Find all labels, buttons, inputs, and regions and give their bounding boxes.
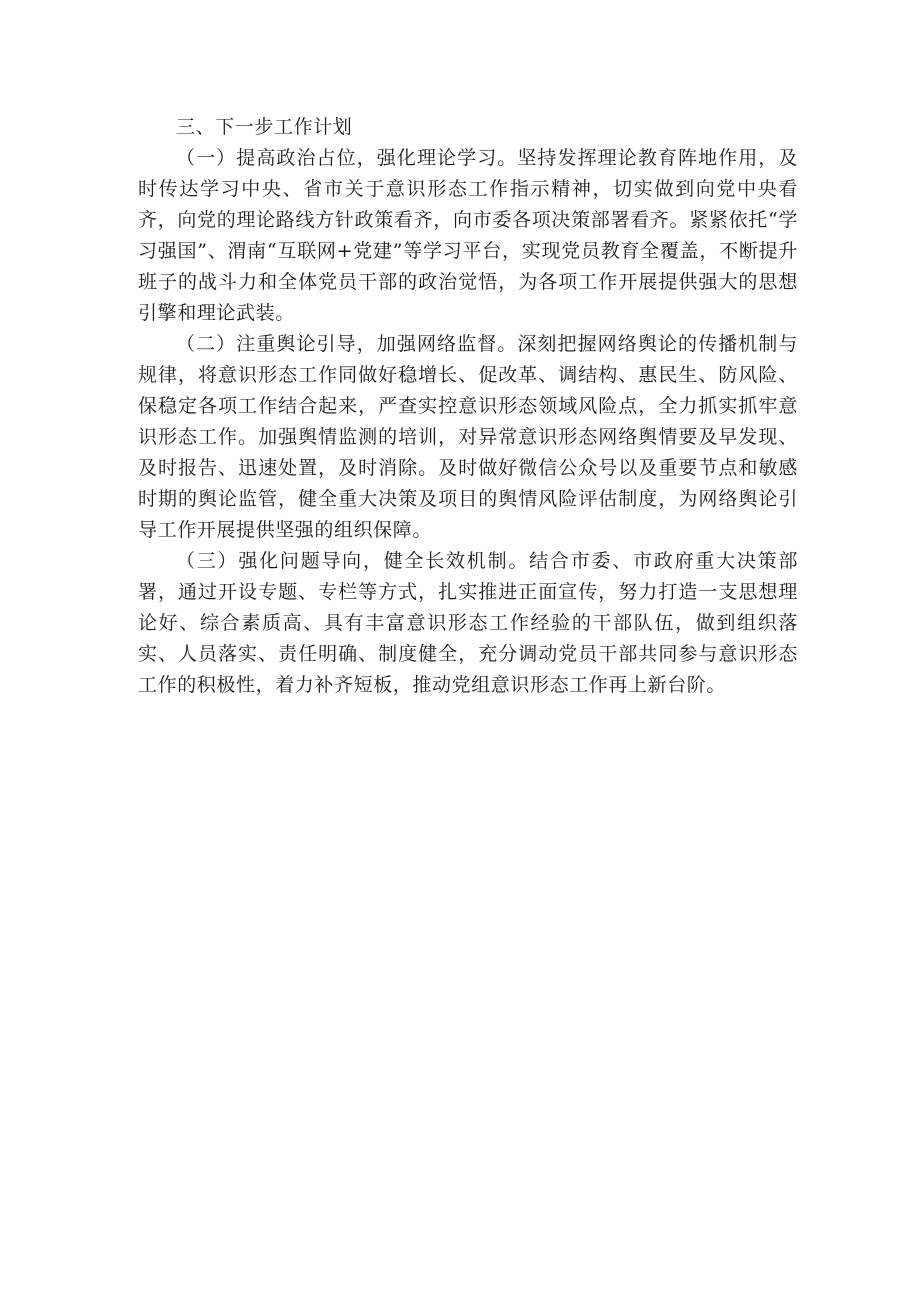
section-heading: 三、下一步工作计划 <box>176 116 353 138</box>
paragraph-2: （二）注重舆论引导，加强网络监督。深刻把握网络舆论的传播机制与规律，将意识形态工作同做好稳增长、促改革、调结构、惠民生、防风险、保稳定各项工作结合起来，严查实控意识形态领域风险点，全力抓实抓牢意识形态工作。加强舆情监测的培训，对异常意识形态网络舆情要及早发现、及时报告、迅速处置，及时消除。及时做好微信公众号以及重要节点和敏感时期的舆论监管，健全重大决策及项目的舆情风险评估制度，为网络舆论引导工作开展提供坚强的组织保障。 <box>138 333 798 541</box>
paragraph-1: （一）提高政治占位，强化理论学习。坚持发挥理论教育阵地作用，及时传达学习中央、省市关于意识形态工作指示精神，切实做到向党中央看齐，向党的理论路线方针政策看齐，向市委各项决策部署看齐。紧紧依托“学习强国”、渭南“互联网+党建”等学习平台，实现党员教育全覆盖，不断提升班子的战斗力和全体党员干部的政治觉悟，为各项工作开展提供强大的思想引擎和理论武装。 <box>138 147 798 324</box>
document-body <box>138 112 798 701</box>
paragraph-3: （三）强化问题导向，健全长效机制。结合市委、市政府重大决策部署，通过开设专题、专栏等方式，扎实推进正面宣传，努力打造一支思想理论好、综合素质高、具有丰富意识形态工作经验的干部队伍，做到组织落实、人员落实、责任明确、制度健全，充分调动党员干部共同参与意识形态工作的积极性，着力补齐短板，推动党组意识形态工作再上新台阶。 <box>138 550 798 696</box>
